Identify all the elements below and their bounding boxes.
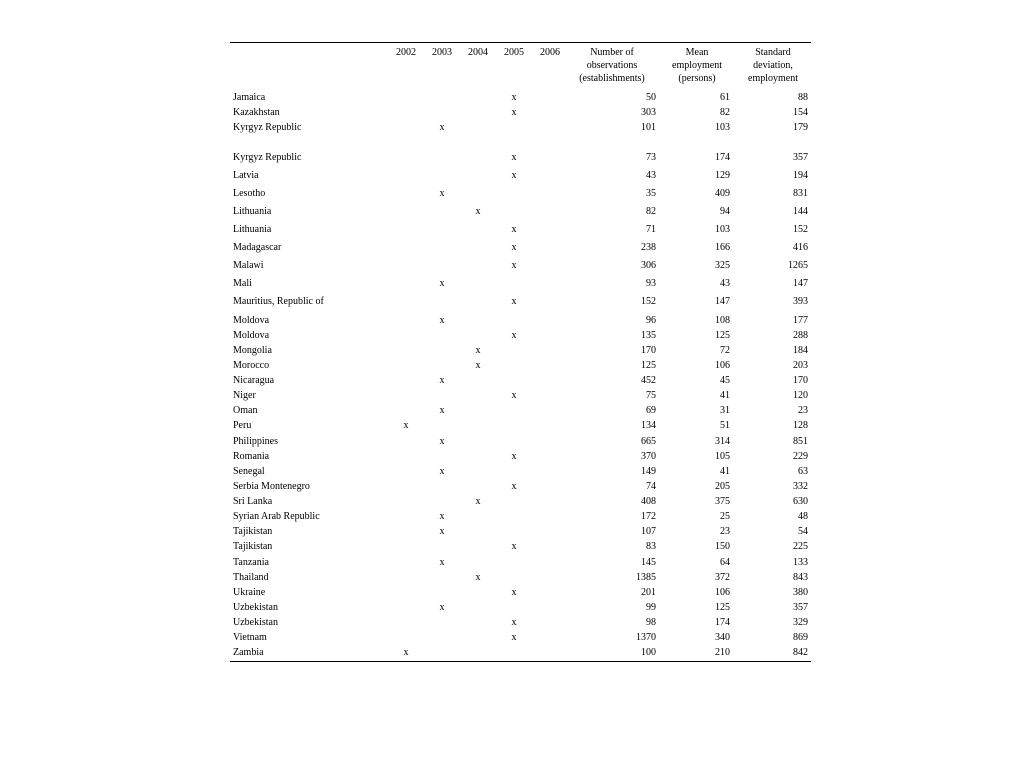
country-cell: Moldova (233, 330, 270, 341)
survey-year-mark: x (475, 206, 481, 217)
country-cell: Niger (233, 390, 256, 401)
observations-cell: 98 (646, 617, 656, 628)
survey-year-mark: x (511, 296, 517, 307)
mean-employment-cell: 103 (715, 224, 730, 235)
std-deviation-cell: 329 (793, 617, 808, 628)
std-deviation-cell: 128 (793, 420, 808, 431)
observations-cell: 408 (641, 496, 656, 507)
table-row (230, 645, 811, 660)
country-cell: Morocco (233, 360, 270, 371)
observations-cell: 99 (646, 602, 656, 613)
observations-cell: 452 (641, 375, 656, 386)
observations-cell: 71 (646, 224, 656, 235)
observations-cell: 145 (641, 557, 656, 568)
observations-cell: 43 (646, 170, 656, 181)
table-row (230, 120, 811, 135)
survey-table (230, 42, 811, 662)
header-sd-line3: employment (748, 73, 798, 84)
country-cell: Oman (233, 405, 258, 416)
std-deviation-cell: 357 (793, 602, 808, 613)
country-cell: Zambia (233, 647, 264, 658)
observations-cell: 134 (641, 420, 656, 431)
survey-year-mark: x (511, 224, 517, 235)
header-std-deviation (738, 46, 808, 85)
country-cell: Lithuania (233, 206, 272, 217)
mean-employment-cell: 82 (720, 107, 730, 118)
observations-cell: 306 (641, 260, 656, 271)
table-row (230, 328, 811, 343)
mean-employment-cell: 314 (715, 436, 730, 447)
table-row (230, 168, 811, 183)
table-row (230, 403, 811, 418)
survey-year-mark: x (511, 587, 517, 598)
std-deviation-cell: 380 (793, 587, 808, 598)
mean-employment-cell: 125 (715, 602, 730, 613)
survey-year-mark: x (439, 188, 445, 199)
std-deviation-cell: 843 (793, 572, 808, 583)
country-cell: Tajikistan (233, 526, 273, 537)
survey-year-mark: x (475, 572, 481, 583)
table-row (230, 222, 811, 237)
header-year-2005: 2005 (504, 47, 524, 58)
std-deviation-cell: 332 (793, 481, 808, 492)
observations-cell: 201 (641, 587, 656, 598)
observations-cell: 135 (641, 330, 656, 341)
survey-year-mark: x (511, 481, 517, 492)
table-row (230, 539, 811, 554)
std-deviation-cell: 120 (793, 390, 808, 401)
mean-employment-cell: 105 (715, 451, 730, 462)
country-cell: Kazakhstan (233, 107, 280, 118)
std-deviation-cell: 288 (793, 330, 808, 341)
table-row (230, 258, 811, 273)
table-header (230, 43, 811, 90)
country-cell: Malawi (233, 260, 264, 271)
observations-cell: 149 (641, 466, 656, 477)
country-cell: Moldova (233, 315, 270, 326)
table-row (230, 524, 811, 539)
table-row (230, 418, 811, 433)
country-cell: Ukraine (233, 587, 266, 598)
table-row (230, 630, 811, 645)
country-cell: Latvia (233, 170, 259, 181)
std-deviation-cell: 869 (793, 632, 808, 643)
std-deviation-cell: 842 (793, 647, 808, 658)
std-deviation-cell: 630 (793, 496, 808, 507)
bottom-rule (230, 661, 811, 662)
header-year-2002: 2002 (396, 47, 416, 58)
survey-year-mark: x (511, 242, 517, 253)
table-row (230, 449, 811, 464)
table-row (230, 276, 811, 291)
table-row (230, 294, 811, 309)
observations-cell: 83 (646, 541, 656, 552)
header-mean-line2: employment (672, 60, 722, 71)
survey-year-mark: x (439, 278, 445, 289)
mean-employment-cell: 72 (720, 345, 730, 356)
mean-employment-cell: 125 (715, 330, 730, 341)
table-row (230, 464, 811, 479)
country-cell: Madagascar (233, 242, 282, 253)
mean-employment-cell: 147 (715, 296, 730, 307)
header-sd-line2: deviation, (753, 60, 793, 71)
observations-cell: 74 (646, 481, 656, 492)
std-deviation-cell: 831 (793, 188, 808, 199)
std-deviation-cell: 54 (798, 526, 808, 537)
header-year-2004: 2004 (468, 47, 488, 58)
header-mean-line1: Mean (685, 47, 709, 58)
observations-cell: 107 (641, 526, 656, 537)
table-row (230, 494, 811, 509)
mean-employment-cell: 174 (715, 617, 730, 628)
std-deviation-cell: 177 (793, 315, 808, 326)
mean-employment-cell: 41 (720, 390, 730, 401)
country-cell: Tanzania (233, 557, 269, 568)
mean-employment-cell: 31 (720, 405, 730, 416)
country-cell: Senegal (233, 466, 265, 477)
header-observations-line2: observations (586, 60, 638, 71)
std-deviation-cell: 152 (793, 224, 808, 235)
country-cell: Kyrgyz Republic (233, 152, 302, 163)
std-deviation-cell: 393 (793, 296, 808, 307)
header-mean-line3: (persons) (678, 73, 716, 84)
mean-employment-cell: 25 (720, 511, 730, 522)
survey-year-mark: x (439, 375, 445, 386)
survey-year-mark: x (439, 511, 445, 522)
country-cell: Mali (233, 278, 252, 289)
survey-year-mark: x (439, 602, 445, 613)
country-cell: Nicaragua (233, 375, 275, 386)
observations-cell: 238 (641, 242, 656, 253)
survey-year-mark: x (439, 557, 445, 568)
country-cell: Vietnam (233, 632, 267, 643)
country-cell: Syrian Arab Republic (233, 511, 320, 522)
header-observations-line1: Number of (590, 47, 634, 58)
observations-cell: 82 (646, 206, 656, 217)
std-deviation-cell: 203 (793, 360, 808, 371)
mean-employment-cell: 150 (715, 541, 730, 552)
mean-employment-cell: 325 (715, 260, 730, 271)
table-row (230, 570, 811, 585)
mean-employment-cell: 106 (715, 587, 730, 598)
country-cell: Tajikistan (233, 541, 273, 552)
observations-cell: 172 (641, 511, 656, 522)
survey-year-mark: x (475, 496, 481, 507)
mean-employment-cell: 174 (715, 152, 730, 163)
country-cell: Mauritius, Republic of (233, 296, 324, 307)
mean-employment-cell: 64 (720, 557, 730, 568)
observations-cell: 125 (641, 360, 656, 371)
std-deviation-cell: 1265 (788, 260, 808, 271)
country-cell: Lithuania (233, 224, 272, 235)
survey-year-mark: x (511, 451, 517, 462)
std-deviation-cell: 144 (793, 206, 808, 217)
survey-year-mark: x (439, 526, 445, 537)
survey-year-mark: x (511, 632, 517, 643)
survey-year-mark: x (511, 260, 517, 271)
observations-cell: 370 (641, 451, 656, 462)
table-row (230, 90, 811, 105)
observations-cell: 101 (641, 122, 656, 133)
mean-employment-cell: 41 (720, 466, 730, 477)
observations-cell: 665 (641, 436, 656, 447)
observations-cell: 1370 (636, 632, 656, 643)
std-deviation-cell: 88 (798, 92, 808, 103)
country-cell: Sri Lanka (233, 496, 273, 507)
table-row (230, 150, 811, 165)
table-row (230, 479, 811, 494)
country-cell: Peru (233, 420, 252, 431)
country-cell: Philippines (233, 436, 279, 447)
mean-employment-cell: 166 (715, 242, 730, 253)
observations-cell: 152 (641, 296, 656, 307)
table-row (230, 358, 811, 373)
observations-cell: 1385 (636, 572, 656, 583)
mean-employment-cell: 210 (715, 647, 730, 658)
country-cell: Thailand (233, 572, 269, 583)
table-row (230, 509, 811, 524)
survey-year-mark: x (511, 541, 517, 552)
std-deviation-cell: 170 (793, 375, 808, 386)
survey-year-mark: x (403, 420, 409, 431)
mean-employment-cell: 45 (720, 375, 730, 386)
std-deviation-cell: 133 (793, 557, 808, 568)
survey-year-mark: x (439, 405, 445, 416)
mean-employment-cell: 94 (720, 206, 730, 217)
survey-year-mark: x (439, 436, 445, 447)
country-cell: Serbia Montenegro (233, 481, 310, 492)
survey-year-mark: x (439, 122, 445, 133)
mean-employment-cell: 106 (715, 360, 730, 371)
country-cell: Kyrgyz Republic (233, 122, 302, 133)
header-mean-employment (660, 46, 734, 85)
survey-year-mark: x (511, 107, 517, 118)
observations-cell: 50 (646, 92, 656, 103)
mean-employment-cell: 61 (720, 92, 730, 103)
mean-employment-cell: 409 (715, 188, 730, 199)
std-deviation-cell: 851 (793, 436, 808, 447)
mean-employment-cell: 205 (715, 481, 730, 492)
country-cell: Mongolia (233, 345, 272, 356)
mean-employment-cell: 43 (720, 278, 730, 289)
table-row (230, 434, 811, 449)
header-observations-line3: (establishments) (579, 73, 645, 84)
std-deviation-cell: 23 (798, 405, 808, 416)
mean-employment-cell: 108 (715, 315, 730, 326)
survey-year-mark: x (511, 152, 517, 163)
header-sd-line1: Standard (755, 47, 791, 58)
observations-cell: 35 (646, 188, 656, 199)
mean-employment-cell: 23 (720, 526, 730, 537)
country-cell: Uzbekistan (233, 602, 278, 613)
country-cell: Jamaica (233, 92, 266, 103)
survey-year-mark: x (475, 345, 481, 356)
header-observations (568, 46, 656, 85)
table-row (230, 343, 811, 358)
survey-year-mark: x (511, 92, 517, 103)
header-year-2003: 2003 (432, 47, 452, 58)
observations-cell: 93 (646, 278, 656, 289)
country-cell: Romania (233, 451, 270, 462)
header-year-2006: 2006 (540, 47, 560, 58)
survey-year-mark: x (475, 360, 481, 371)
std-deviation-cell: 357 (793, 152, 808, 163)
table-row (230, 615, 811, 630)
mean-employment-cell: 375 (715, 496, 730, 507)
observations-cell: 75 (646, 390, 656, 401)
mean-employment-cell: 103 (715, 122, 730, 133)
std-deviation-cell: 229 (793, 451, 808, 462)
std-deviation-cell: 416 (793, 242, 808, 253)
table-row (230, 388, 811, 403)
table-row (230, 313, 811, 328)
table-row (230, 186, 811, 201)
std-deviation-cell: 225 (793, 541, 808, 552)
observations-cell: 69 (646, 405, 656, 416)
survey-year-mark: x (403, 647, 409, 658)
std-deviation-cell: 48 (798, 511, 808, 522)
table-row (230, 585, 811, 600)
std-deviation-cell: 147 (793, 278, 808, 289)
mean-employment-cell: 340 (715, 632, 730, 643)
table-row (230, 204, 811, 219)
table-row (230, 555, 811, 570)
std-deviation-cell: 154 (793, 107, 808, 118)
mean-employment-cell: 372 (715, 572, 730, 583)
table-row (230, 240, 811, 255)
country-cell: Lesotho (233, 188, 266, 199)
observations-cell: 73 (646, 152, 656, 163)
observations-cell: 100 (641, 647, 656, 658)
survey-year-mark: x (511, 390, 517, 401)
survey-year-mark: x (511, 617, 517, 628)
mean-employment-cell: 51 (720, 420, 730, 431)
country-cell: Uzbekistan (233, 617, 278, 628)
observations-cell: 170 (641, 345, 656, 356)
table-row (230, 600, 811, 615)
table-row (230, 373, 811, 388)
std-deviation-cell: 63 (798, 466, 808, 477)
survey-year-mark: x (511, 330, 517, 341)
survey-year-mark: x (439, 466, 445, 477)
observations-cell: 96 (646, 315, 656, 326)
observations-cell: 303 (641, 107, 656, 118)
table-body (230, 90, 811, 661)
survey-year-mark: x (439, 315, 445, 326)
table-row (230, 105, 811, 120)
std-deviation-cell: 194 (793, 170, 808, 181)
std-deviation-cell: 184 (793, 345, 808, 356)
std-deviation-cell: 179 (793, 122, 808, 133)
survey-year-mark: x (511, 170, 517, 181)
mean-employment-cell: 129 (715, 170, 730, 181)
